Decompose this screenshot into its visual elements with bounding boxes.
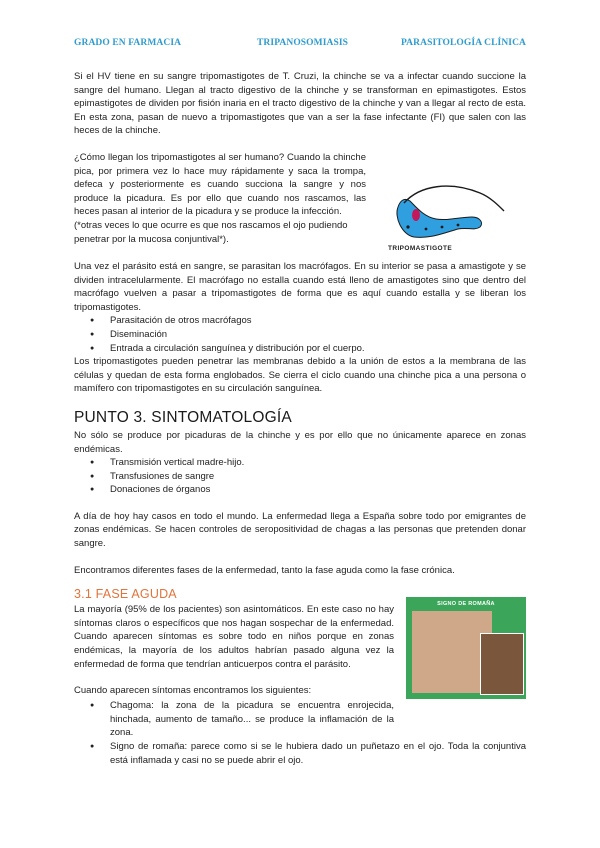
paragraph-asymptomatic: La mayoría (95% de los pacientes) son asintomáticos. En este caso no hay síntomas claros o específicos que nos hagan sospechar de la enfermedad. Cuando aparecen síntomas es sobre todo en niños porque en zonas endémicas, la mayoría de los adultos habrían pasado alguna vez la enfermedad de forma que tendrían anticuerpos contra el parásito. xyxy=(74,604,394,670)
section-title-sintomatologia: PUNTO 3. SINTOMATOLOGÍA xyxy=(74,408,292,426)
list-item: ● Transmisión vertical madre-hijo. xyxy=(74,456,526,470)
page-header xyxy=(74,38,526,52)
tripomastigote-drawing xyxy=(380,177,520,247)
paragraph-phases: Encontramos diferentes fases de la enfermedad, tanto la fase aguda como la fase crónica. xyxy=(74,564,455,576)
bullet-list-macrophage xyxy=(74,314,526,355)
list-item: ● Donaciones de órganos xyxy=(74,483,526,497)
photo-caption: SIGNO DE ROMAÑA xyxy=(437,601,495,608)
list-item: ● Transfusiones de sangre xyxy=(74,470,526,484)
paragraph-note-conjunctival: (*otras veces lo que ocurre es que nos rascamos el ojo pudiendo penetrar por la mucosa conjuntival*). xyxy=(74,219,348,245)
bullet-list-symptoms xyxy=(74,699,526,767)
subsection-title-fase-aguda: 3.1 FASE AGUDA xyxy=(74,587,177,602)
paragraph-macrophages: Una vez el parásito está en sangre, se parasitan los macrófagos. En su interior se pasa a amastigote y se dividen intracelularmente. El macrófago no estalla cuando está lleno de amastigotes sino que dentro del macrófago vuelven a pasar a tripomastigotes de forma que es aquí cuando estalla y se liberan los tripomastigotes. xyxy=(74,260,526,313)
tripo-section xyxy=(74,151,526,252)
header-left: GRADO EN FARMACIA xyxy=(74,38,182,48)
list-item: ● Entrada a circulación sanguínea y distribución por el cuerpo. xyxy=(74,342,526,356)
fase-aguda-section xyxy=(74,603,526,699)
paragraph-how-reach-human: ¿Cómo llegan los tripomastigotes al ser humano? Cuando la chinche pica, por primera vez lo hace muy rápidamente y saca la trompa, defeca y posteriormente es cuando succiona la sangre y nos produce la picadura. Es por ello que cuando nos rascamos, las heces pasan al interior de la picadura y se produce la infección. xyxy=(74,151,366,218)
list-item: ● Signo de romaña: parece como si se le hubiera dado un puñetazo en el ojo. Toda la conjuntiva está inflamada y casi no se puede abrir el ojo. xyxy=(74,740,526,767)
paragraph-symptoms-intro: Cuando aparecen síntomas encontramos los siguientes: xyxy=(74,685,312,697)
header-center: TRIPANOSOMIASIS xyxy=(257,38,349,48)
list-item: ● Diseminación xyxy=(74,328,526,342)
tripomastigote-figure xyxy=(380,177,520,252)
list-item: ● Parasitación de otros macrófagos xyxy=(74,314,526,328)
list-item: ● Chagoma: la zona de la picadura se encuentra enrojecida, hinchada, aumento de tamaño... se produce la inflamación de la zona. xyxy=(74,699,526,740)
paragraph-not-only-bites: No sólo se produce por picaduras de la chinche y es por ello que no únicamente aparece en zonas endémicas. xyxy=(74,429,526,455)
figure-label: TRIPOMASTIGOTE xyxy=(388,244,453,252)
signo-romana-photo xyxy=(406,597,526,699)
paragraph-worldwide-cases: A día de hoy hay casos en todo el mundo. La enfermedad llega a España sobre todo por emigrantes de zonas endémicas. Se hacen controles de seropositividad de chagas a las personas que pretenden donar sangre. xyxy=(74,510,526,550)
patient-photo-right xyxy=(480,633,524,695)
header-right: PARASITOLOGÍA CLÍNICA xyxy=(400,38,526,48)
paragraph-cycle-vector: Si el HV tiene en su sangre tripomastigotes de T. Cruzi, la chinche se va a infectar cuando succione la sangre del humano. Llegan al tracto digestivo de la chinche y se transforman en epimastigotes. Estos epimastigotes de dividen por fisión inaria en el tracto digestivo de la chinche y van a llegar al recto de esta. En esta zona, pasan de nuevo a tripomastigotes que van a ser la fase infectante (FI) que salen con las heces de la chinche. xyxy=(74,71,526,137)
bullet-list-transmission xyxy=(74,456,526,497)
page-content xyxy=(74,70,526,767)
paragraph-membranes: Los tripomastigotes pueden penetrar las membranas debido a la unión de estos a la membrana de las células y quedan de esta forma englobados. Se cierra el ciclo cuando una chinche pica a una persona o mamífero con tripomastigotes en su circulación sanguínea. xyxy=(74,356,526,395)
